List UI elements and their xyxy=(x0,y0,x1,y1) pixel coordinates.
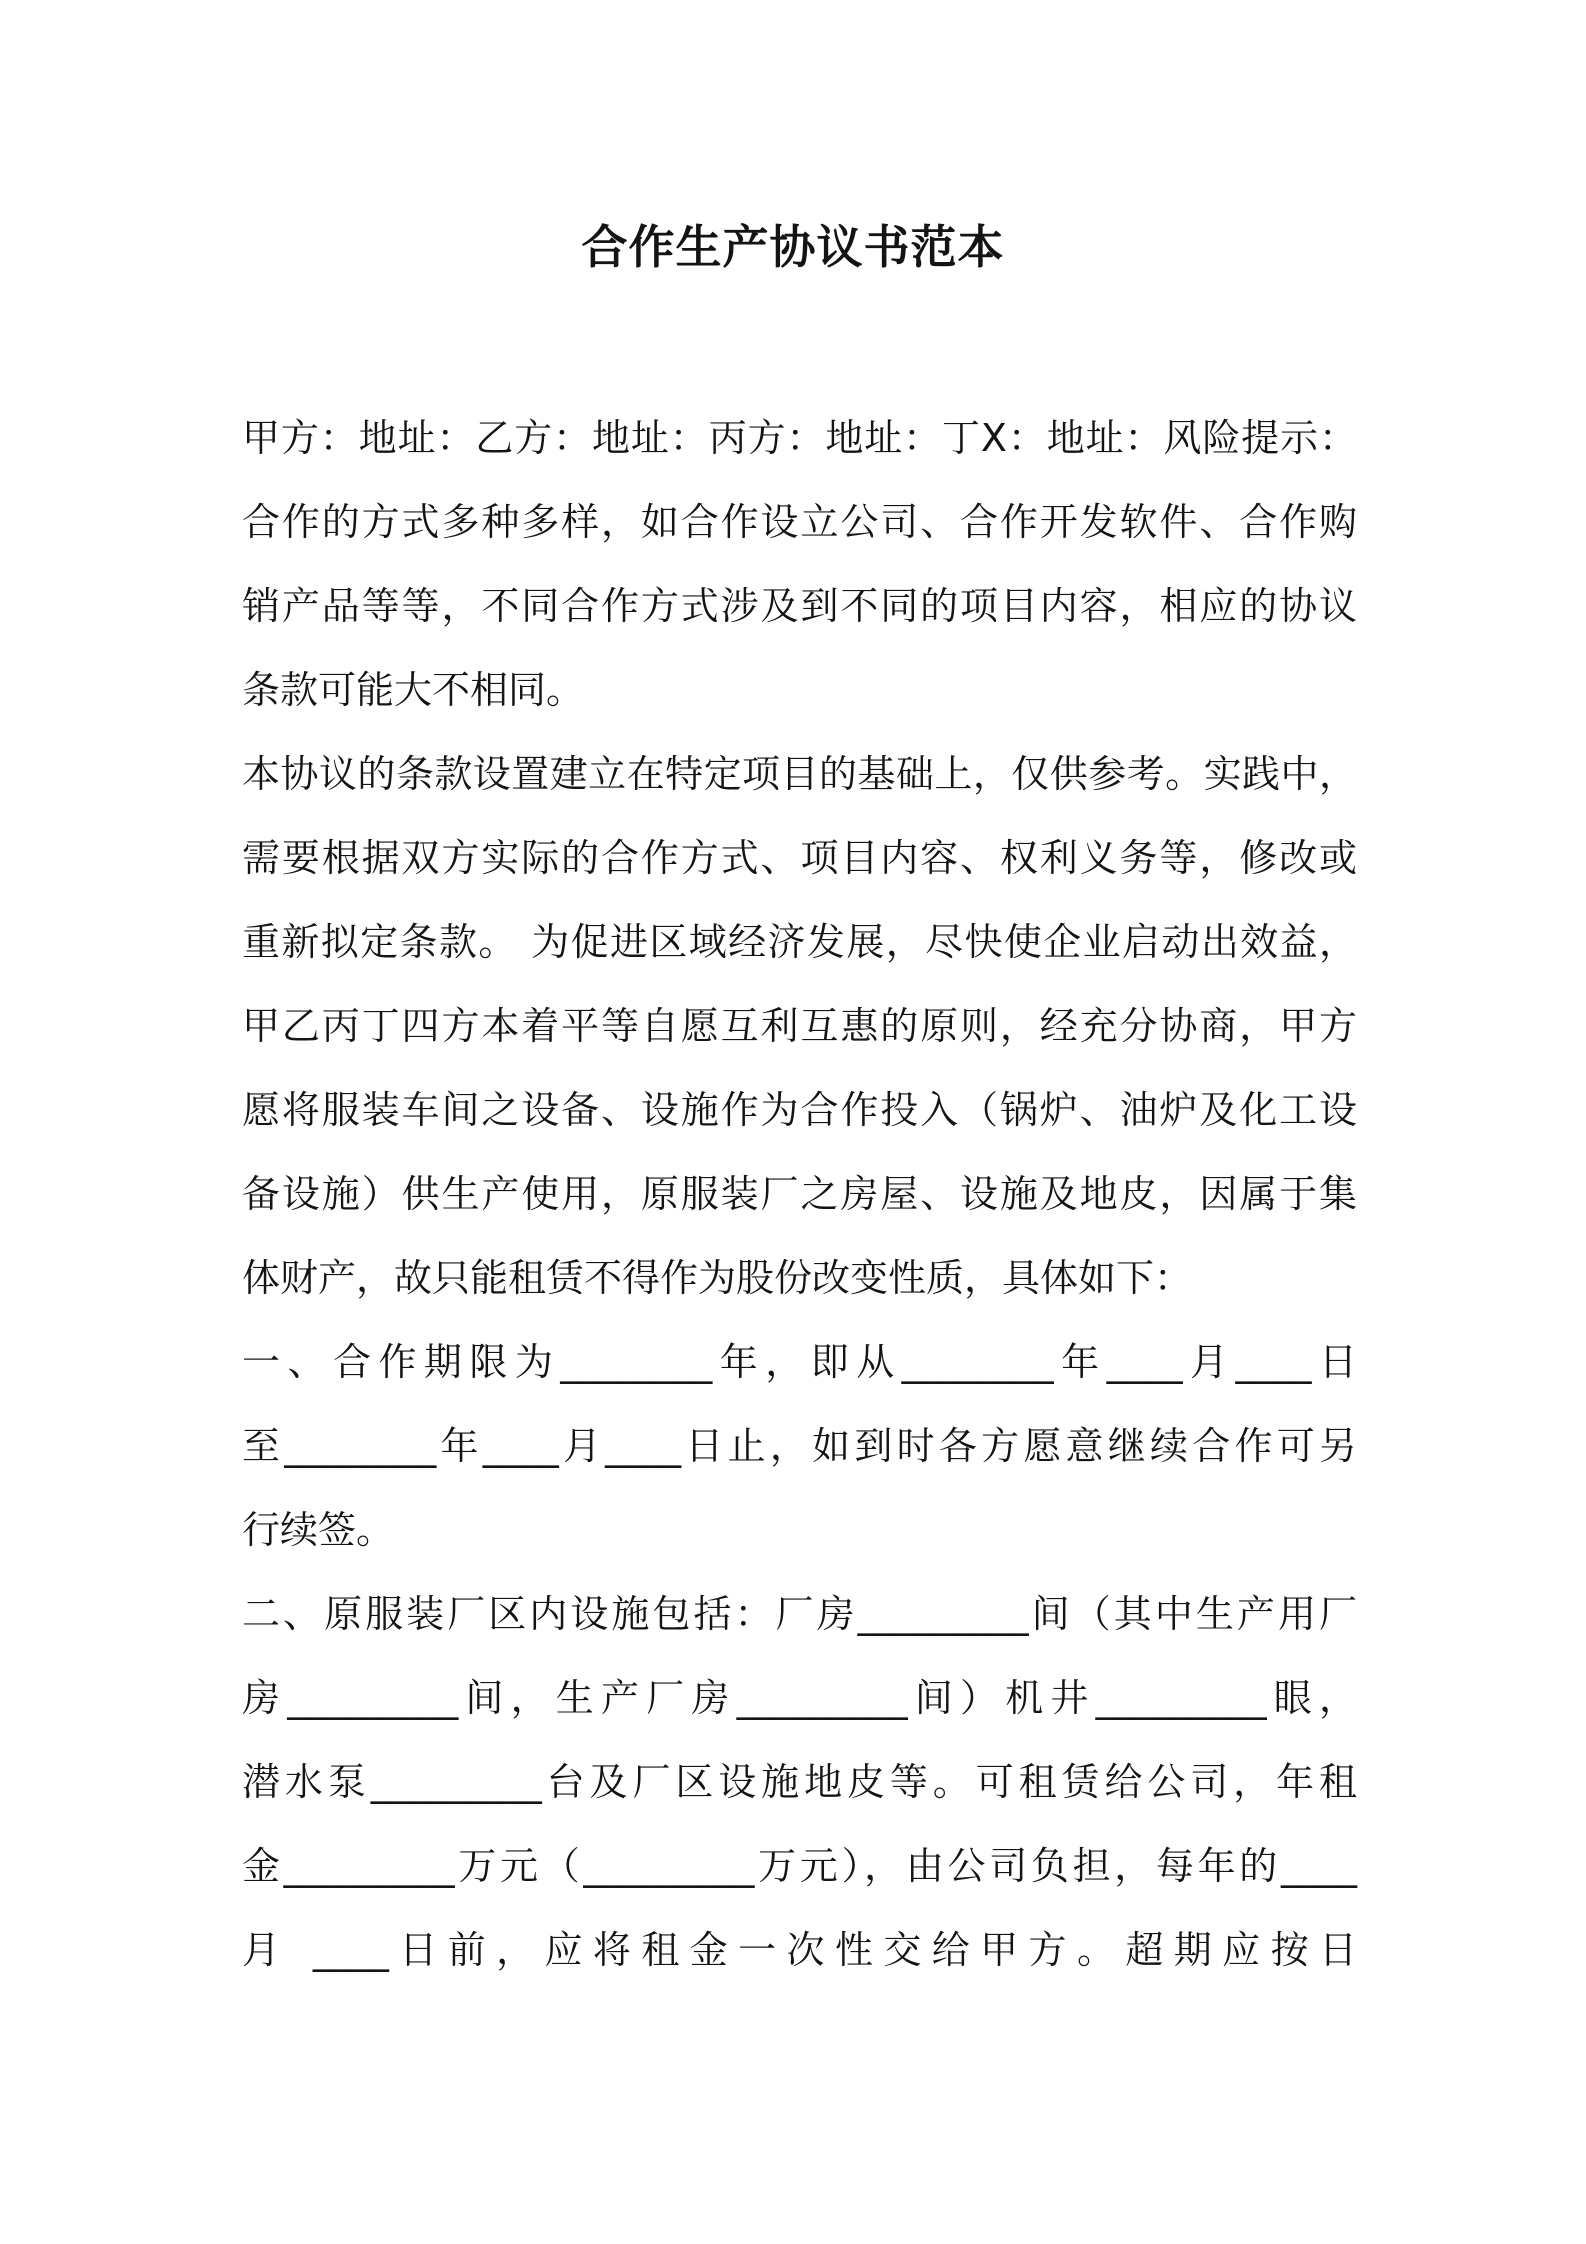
body-line: 条款可能大不相同。 xyxy=(242,668,585,712)
body-line: 合作的方式多种多样，如合作设立公司、合作开发软件、合作购 xyxy=(242,500,1357,544)
document-body xyxy=(242,396,1357,1992)
body-line: 愿将服装车间之设备、设施作为合作投入（锅炉、油炉及化工设 xyxy=(242,1088,1357,1132)
body-line: 甲方：地址：乙方：地址：丙方：地址：丁X：地址：风险提示： xyxy=(242,416,1357,460)
body-line: 至________年____月____日止，如到时各方愿意继续合作可另 xyxy=(242,1424,1357,1468)
body-line: 行续签。 xyxy=(242,1508,395,1552)
body-line: 金_________万元（_________万元），由公司负担，每年的____ xyxy=(242,1844,1357,1888)
body-line: 月 ____日前，应将租金一次性交给甲方。超期应按日 xyxy=(242,1928,1357,1972)
body-line: 备设施）供生产使用，原服装厂之房屋、设施及地皮，因属于集 xyxy=(242,1172,1357,1216)
body-line: 销产品等等，不同合作方式涉及到不同的项目内容，相应的协议 xyxy=(242,584,1357,628)
body-line: 体财产，故只能租赁不得作为股份改变性质，具体如下： xyxy=(242,1256,1193,1300)
body-line: 一、合作期限为________年，即从________年____月____日 xyxy=(242,1340,1357,1384)
body-line: 甲乙丙丁四方本着平等自愿互利互惠的原则，经充分协商，甲方 xyxy=(242,1004,1357,1048)
document-title: 合作生产协议书范本 xyxy=(581,220,1005,274)
body-line: 潜水泵_________台及厂区设施地皮等。可租赁给公司，年租 xyxy=(242,1760,1357,1804)
body-line: 本协议的条款设置建立在特定项目的基础上，仅供参考。实践中， xyxy=(242,752,1357,796)
body-line: 重新拟定条款。 为促进区域经济发展，尽快使企业启动出效益， xyxy=(242,920,1357,964)
body-line: 需要根据双方实际的合作方式、项目内容、权利义务等，修改或 xyxy=(242,836,1357,880)
body-line: 二、原服装厂区内设施包括：厂房_________间（其中生产用厂 xyxy=(242,1592,1357,1636)
body-line: 房_________间，生产厂房_________间）机井_________眼， xyxy=(242,1676,1357,1720)
